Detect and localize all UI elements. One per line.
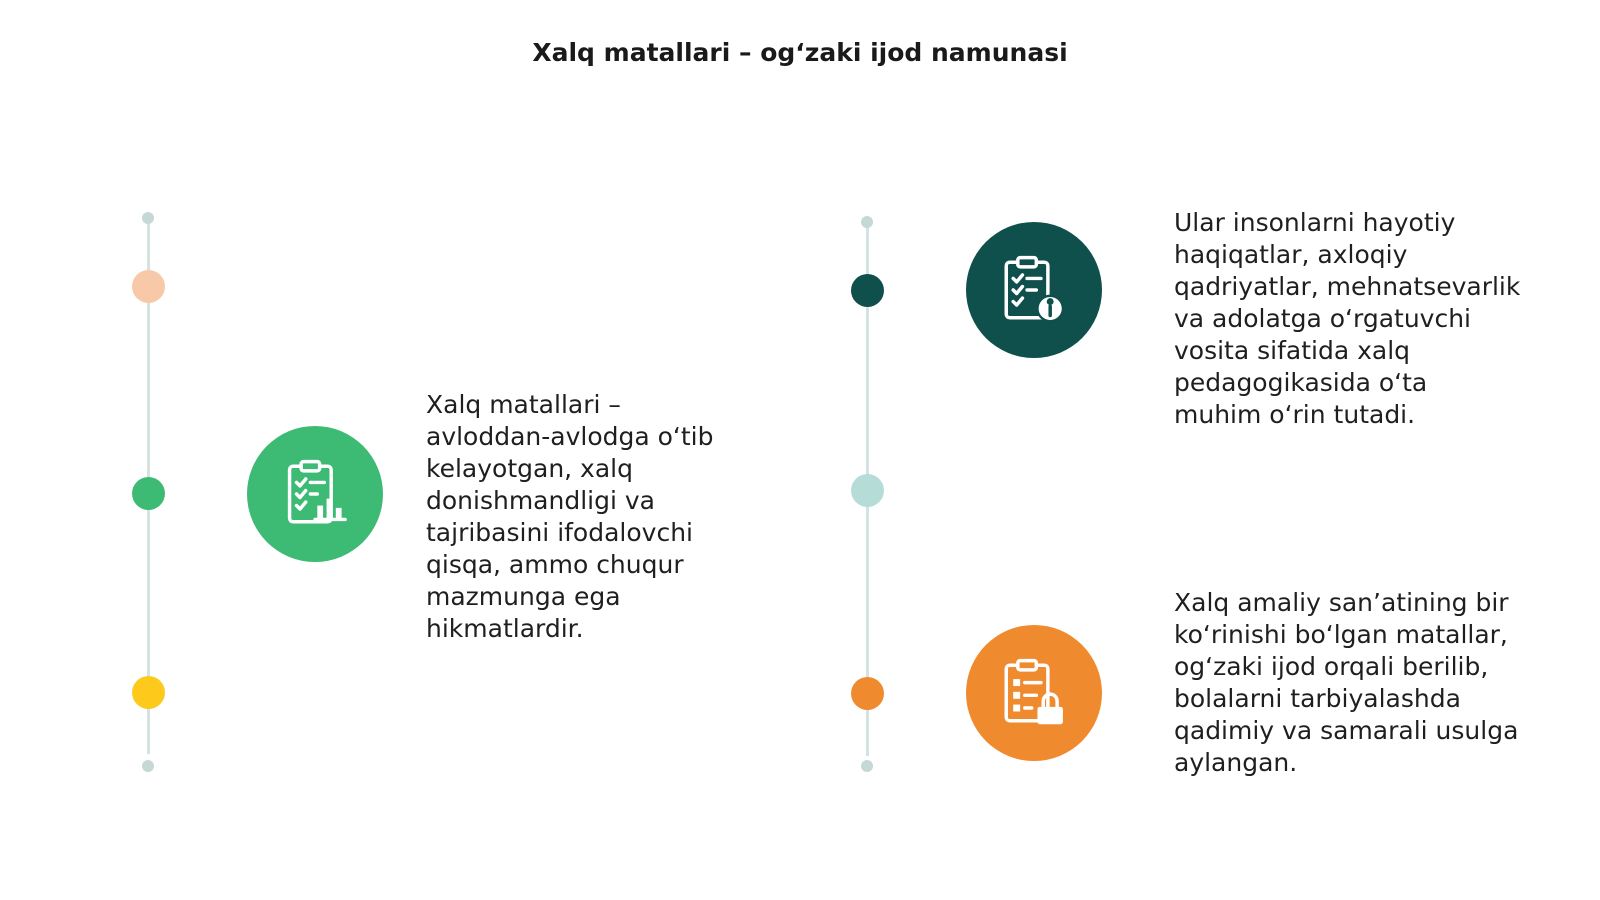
clipboard-lock-icon	[997, 656, 1071, 730]
item-3-icon-circle	[966, 625, 1102, 761]
item-2-text: Ular insonlarni hayotiy haqiqatlar, axloqiy qadriyatlar, mehnatsevarlik va adolatga o‘rgatuvchi vosita sifatida xalq pedagogikasida o‘ta muhim o‘rin tutadi.	[1174, 208, 1521, 429]
item-2-icon-circle	[966, 222, 1102, 358]
left-peach-dot	[132, 270, 165, 303]
left-yellow-dot	[132, 676, 165, 709]
left-timeline-start-dot	[142, 212, 154, 224]
left-timeline-end-dot	[142, 760, 154, 772]
item-1-text: Xalq matallari – avloddan-avlodga o‘tib kelayotgan, xalq donishmandligi va tajribasini ifodalovchi qisqa, ammo chuqur mazmunga ega hikmatlardir.	[426, 390, 714, 643]
left-green-dot	[132, 477, 165, 510]
page-title: Xalq matallari – og‘zaki ijod namunasi	[532, 38, 1068, 67]
clipboard-chart-icon	[278, 457, 352, 531]
clipboard-info-icon	[997, 253, 1071, 327]
right-timeline-end-dot	[861, 760, 873, 772]
right-light-teal-dot	[851, 474, 884, 507]
item-3-text: Xalq amaliy san’atining bir ko‘rinishi bo‘lgan matallar, og‘zaki ijod orqali berilib, bolalarni tarbiyalashda qadimiy va samarali usulga aylangan.	[1174, 588, 1519, 777]
right-timeline-start-dot	[861, 216, 873, 228]
item-1-icon-circle	[247, 426, 383, 562]
right-orange-dot	[851, 677, 884, 710]
right-dark-teal-dot	[851, 274, 884, 307]
